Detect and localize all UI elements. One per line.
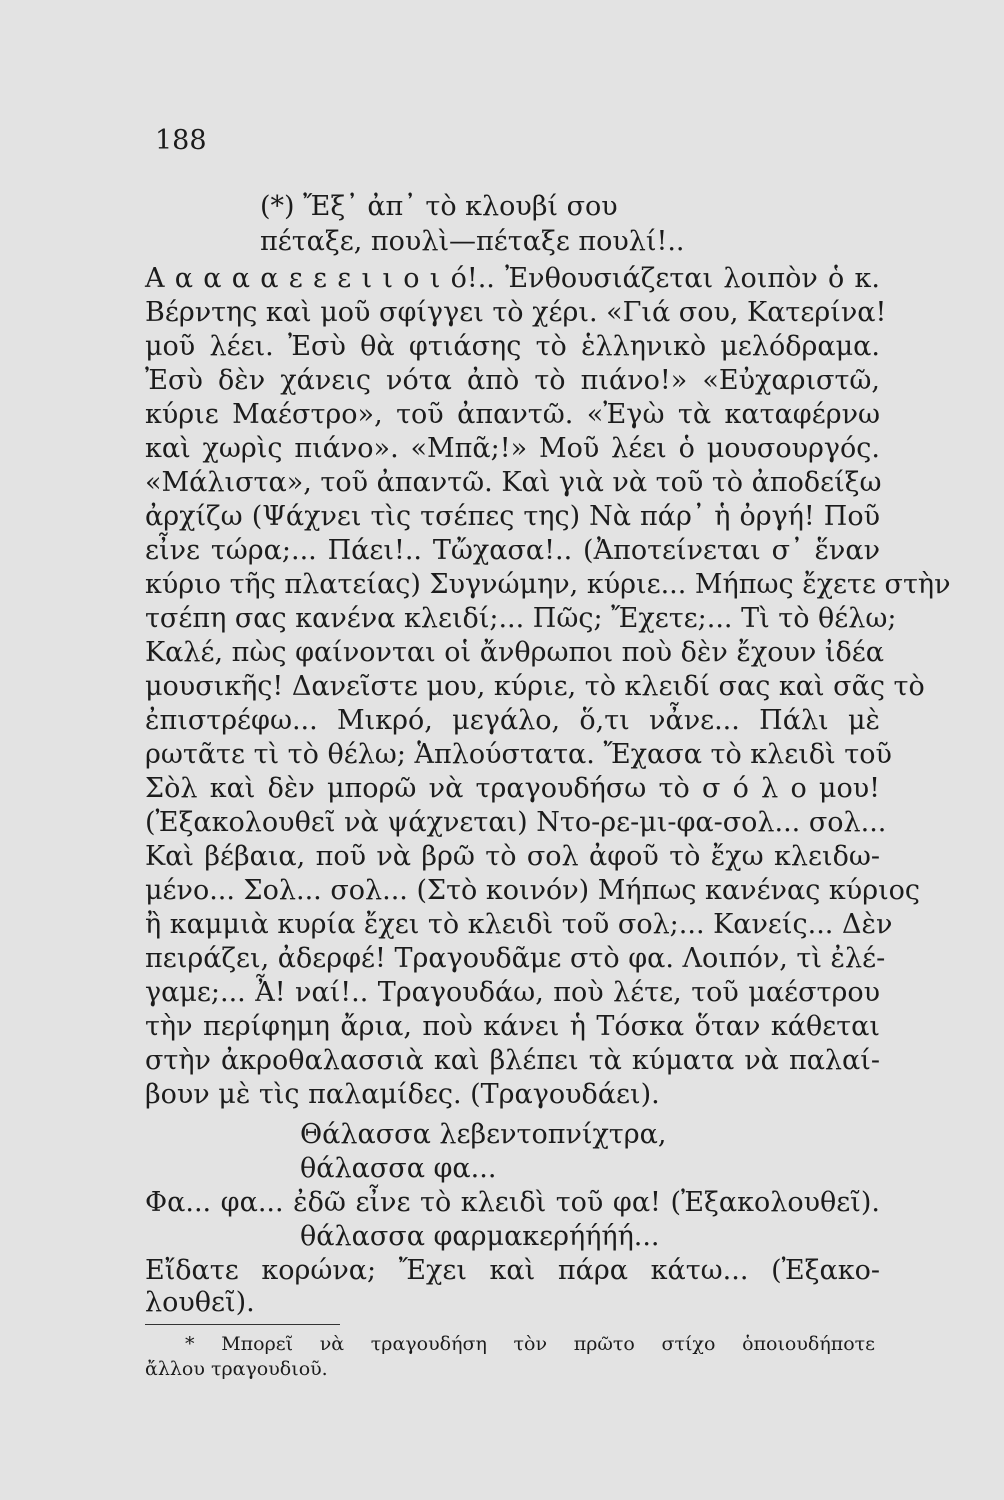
text-line: Βέρντης καὶ μοῦ σφίγγει τὸ χέρι. «Γιά σου, Κατερίνα! bbox=[145, 297, 887, 328]
text-line: μοῦ λέει. Ἐσὺ θὰ φτιάσης τὸ ἑλληνικὸ μελόδραμα. bbox=[145, 331, 880, 362]
song-line: θάλασσα φα... bbox=[300, 1153, 497, 1184]
text-line: βουν μὲ τὶς παλαμίδες. (Τραγουδάει). bbox=[145, 1079, 660, 1110]
text-line: Σὸλ καὶ δὲν μπορῶ νὰ τραγουδήσω τὸ σ ό λ ο μου! bbox=[145, 773, 880, 804]
text-line: καὶ χωρὶς πιάνο». «Μπᾶ;!» Μοῦ λέει ὁ μουσουργός. bbox=[145, 433, 880, 464]
text-line: ἢ καμμιὰ κυρία ἔχει τὸ κλειδὶ τοῦ σολ;... Κανείς... Δὲν bbox=[145, 909, 893, 940]
text-line: γαμε;... Ἆ! ναί!.. Τραγουδάω, ποὺ λέτε, τοῦ μαέστρου bbox=[145, 977, 880, 1008]
verse-line: (*) Ἔξ᾿ ἀπ᾿ τὸ κλουβί σου bbox=[260, 191, 618, 222]
text-line: Καλέ, πὼς φαίνονται οἱ ἄνθρωποι ποὺ δὲν ἔχουν ἰδέα bbox=[145, 637, 884, 668]
text-line: Φα... φα... ἐδῶ εἶνε τὸ κλειδὶ τοῦ φα! (Ἐξακολουθεῖ). bbox=[145, 1187, 880, 1218]
text-line: Ἐσὺ δὲν χάνεις νότα ἀπὸ τὸ πιάνο!» «Εὐχαριστῶ, bbox=[145, 365, 880, 396]
page-number: 188 bbox=[155, 125, 207, 156]
text-line: κύριε Μαέστρο», τοῦ ἀπαντῶ. «Ἐγὼ τὰ καταφέρνω bbox=[145, 399, 880, 430]
text-line: τὴν περίφημη ἄρια, ποὺ κάνει ἡ Τόσκα ὅταν κάθεται bbox=[145, 1011, 880, 1042]
text-line: στὴν ἀκροθαλασσιὰ καὶ βλέπει τὰ κύματα νὰ παλαί- bbox=[145, 1045, 880, 1076]
text-line: μουσικῆς! Δανεῖστε μου, κύριε, τὸ κλειδί σας καὶ σᾶς τὸ bbox=[145, 671, 925, 702]
text-line: λουθεῖ). bbox=[145, 1287, 255, 1318]
text-line: ἀρχίζω (Ψάχνει τὶς τσέπες της) Νὰ πάρ᾿ ἡ ὀργή! Ποῦ bbox=[145, 501, 880, 532]
text-line: ρωτᾶτε τὶ τὸ θέλω; Ἁπλούστατα. Ἔχασα τὸ κλειδὶ τοῦ bbox=[145, 739, 892, 770]
text-line: πειράζει, ἀδερφέ! Τραγουδᾶμε στὸ φα. Λοιπόν, τὶ ἐλέ- bbox=[145, 943, 886, 974]
text-line: Εἴδατε κορώνα; Ἔχει καὶ πάρα κάτω... (Ἐξακο- bbox=[145, 1255, 880, 1286]
verse-line: πέταξε, πουλὶ—πέταξε πουλί!.. bbox=[260, 226, 685, 257]
text-line: εἶνε τώρα;... Πάει!.. Τὤχασα!.. (Ἀποτείνεται σ᾿ ἕναν bbox=[145, 535, 880, 566]
text-line: ἐπιστρέφω... Μικρό, μεγάλο, ὅ,τι νἆνε... Πάλι μὲ bbox=[145, 705, 880, 736]
footnote-line: ἄλλου τραγουδιοῦ. bbox=[145, 1358, 328, 1380]
text-line: κύριο τῆς πλατείας) Συγνώμην, κύριε... Μήπως ἔχετε στὴν bbox=[145, 569, 951, 600]
song-line: Θάλασσα λεβεντοπνίχτρα, bbox=[300, 1119, 667, 1150]
text-line: Α α α α α ε ε ε ι ι ο ι ό!.. Ἐνθουσιάζεται λοιπὸν ὁ κ. bbox=[145, 263, 880, 294]
footnote-line: * Μπορεῖ νὰ τραγουδήση τὸν πρῶτο στίχο ὁποιουδήποτε bbox=[185, 1333, 875, 1355]
song-line: θάλασσα φαρμακερήήήή... bbox=[300, 1221, 660, 1252]
text-line: τσέπη σας κανένα κλειδί;... Πῶς; Ἔχετε;... Τὶ τὸ θέλω; bbox=[145, 603, 897, 634]
text-line: Καὶ βέβαια, ποῦ νὰ βρῶ τὸ σολ ἀφοῦ τὸ ἔχω κλειδω- bbox=[145, 841, 880, 872]
text-line: μένο... Σολ... σολ... (Στὸ κοινόν) Μήπως κανένας κύριος bbox=[145, 875, 921, 906]
text-line: «Μάλιστα», τοῦ ἀπαντῶ. Καὶ γιὰ νὰ τοῦ τὸ ἀποδείξω bbox=[145, 467, 882, 498]
text-line: (Ἐξακολουθεῖ νὰ ψάχνεται) Ντο-ρε-μι-φα-σολ... σολ... bbox=[145, 807, 887, 838]
footnote-rule bbox=[145, 1324, 340, 1325]
